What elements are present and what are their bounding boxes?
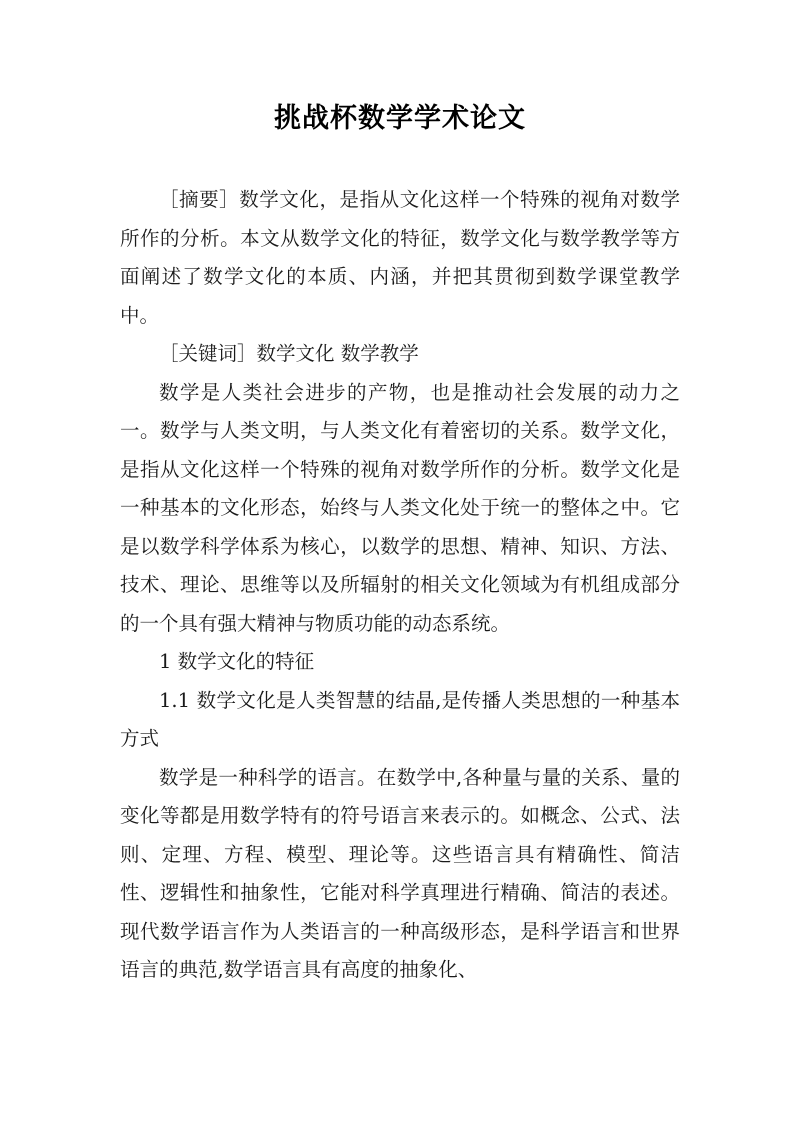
keywords-paragraph: ［关键词］数学文化 数学教学 — [159, 342, 419, 365]
subsection-heading: 1.1 数学文化是人类智慧的结晶,是传播人类思想的一种基本方式 — [120, 688, 680, 750]
intro-paragraph: 数学是人类社会进步的产物，也是推动社会发展的动力之一。数学与人类文明，与人类文化有着密切的关系。数学文化，是指从文化这样一个特殊的视角对数学所作的分析。数学文化是一种基本的文化形态，始终与人类文化处于统一的整体之中。它是以数学科学体系为核心，以数学的思想、精神、知识、方法、技术、理论、思维等以及所辐射的相关文化领域为有机组成部分的一个具有强大精神与物质功能的动态系统。 — [120, 380, 680, 635]
document-title: 挑战杯数学学术论文 — [274, 103, 526, 134]
abstract-paragraph: ［摘要］数学文化，是指从文化这样一个特殊的视角对数学所作的分析。本文从数学文化的特征，数学文化与数学教学等方面阐述了数学文化的本质、内涵，并把其贯彻到数学课堂教学中。 — [120, 188, 680, 327]
section-heading: 1 数学文化的特征 — [159, 650, 315, 673]
document-body — [120, 181, 680, 990]
body-paragraph: 数学是一种科学的语言。在数学中,各种量与量的关系、量的变化等都是用数学特有的符号语言来表示的。如概念、公式、法则、定理、方程、模型、理论等。这些语言具有精确性、简洁性、逻辑性和抽象性，它能对科学真理进行精确、简洁的表述。现代数学语言作为人类语言的一种高级形态，是科学语言和世界语言的典范,数学语言具有高度的抽象化、 — [120, 765, 680, 981]
